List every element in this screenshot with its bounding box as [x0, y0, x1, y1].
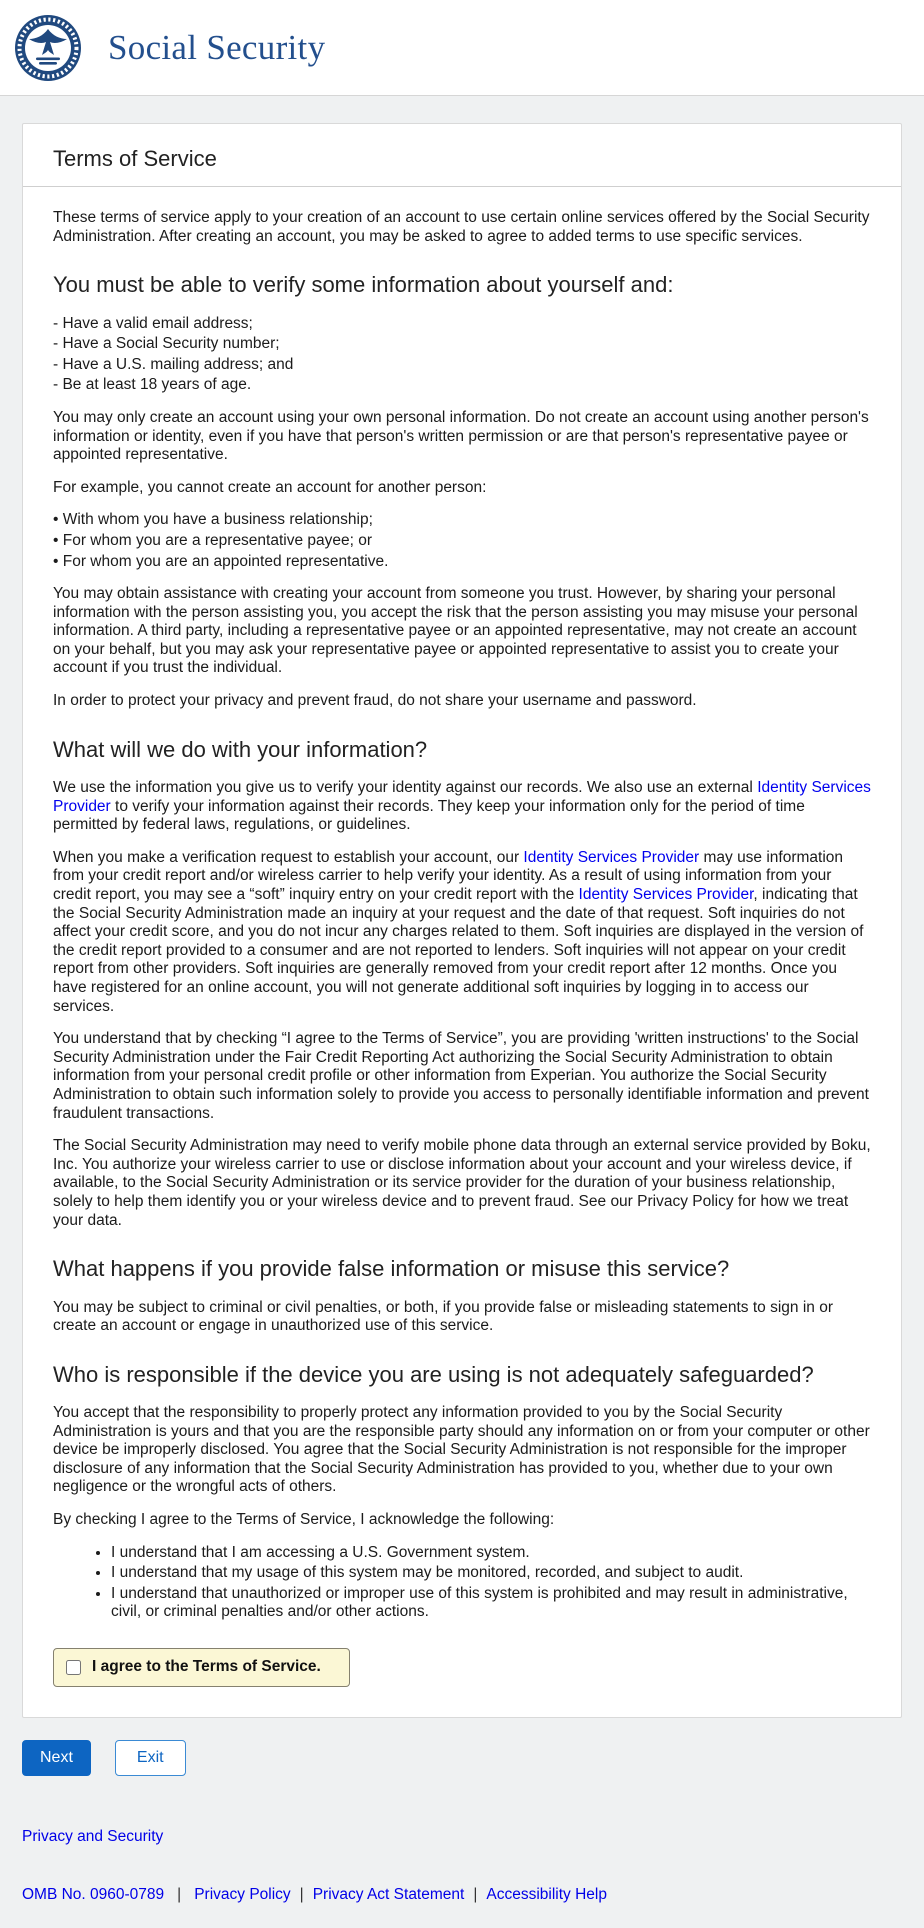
fair-credit-paragraph: You understand that by checking “I agree to the Terms of Service”, you are providing 'written instructions' to the Social Security Administration under the Fair Credit Reporting Act authorizing the Social Security Administration to obtain information from your personal credit profile or other information from Experian. You authorize the Social Security Administration to obtain such information solely to provide you access to personally identifiable information and prevent fraudulent transactions. [53, 1030, 869, 1122]
card-title-row [23, 124, 901, 187]
requirement-item: - Have a U.S. mailing address; and [53, 355, 294, 373]
assistance-paragraph: You may obtain assistance with creating your account from someone you trust. However, by sharing your personal information with the person assisting you, you accept the risk that the person assisting you may misuse your personal information. A third party, including a representative payee or an appointed representative, may not create an account on your behalf, but you may ask your representative payee or appointed representative to assist you to create your account if you trust the individual. [53, 585, 858, 677]
agree-label: I agree to the Terms of Service. [92, 1658, 321, 1676]
requirement-item: - Be at least 18 years of age. [53, 376, 252, 394]
footer [22, 1828, 902, 1928]
identity-services-provider-link[interactable]: Identity Services Provider [53, 779, 871, 815]
requirement-item: - Have a valid email address; [53, 314, 253, 332]
agree-checkbox[interactable] [66, 1660, 81, 1675]
omb-number-link[interactable]: OMB No. 0960-0789 [22, 1885, 165, 1903]
requirements-list [53, 315, 871, 395]
intro-paragraph: These terms of service apply to your creation of an account to use certain online services offered by the Social Security Administration. After creating an account, you may be asked to agree to added terms to use specific services. [53, 209, 870, 245]
action-buttons [22, 1740, 902, 1776]
paragraph-text: When you make a verification request to establish your account, our [53, 848, 524, 866]
wireless-carrier-paragraph: The Social Security Administration may need to verify mobile phone data through an external service provided by Boku, Inc. You authorize your wireless carrier to use or disclose information about your account and your wireless device, if available, to the Social Security Administration or its service provider for the duration of your business relationship, solely to help them identify you or your wireless device and to prevent fraud. See our Privacy Policy for how we treat your data. [53, 1137, 871, 1229]
acknowledge-list [53, 1544, 871, 1622]
info-use-paragraph-1 [53, 779, 871, 835]
terms-card [22, 123, 902, 1718]
separator: | [473, 1885, 478, 1903]
false-info-heading: What happens if you provide false information or misuse this service? [53, 1256, 730, 1282]
header [0, 0, 924, 96]
example-bullet-list [53, 511, 871, 571]
separator: | [177, 1885, 182, 1903]
accessibility-help-link[interactable]: Accessibility Help [486, 1885, 607, 1903]
page-title: Terms of Service [53, 146, 217, 171]
card-body [23, 187, 901, 1717]
example-intro-paragraph: For example, you cannot create an account for another person: [53, 478, 487, 496]
false-info-paragraph: You may be subject to criminal or civil penalties, or both, if you provide false or misleading statements to sign in or create an account or engage in unauthorized use of this service. [53, 1298, 833, 1335]
paragraph-text: We use the information you give us to verify your identity against our records. We also use an external [53, 779, 758, 797]
footer-links-row [22, 1886, 902, 1904]
separator: | [299, 1885, 304, 1903]
example-bullet-item: • With whom you have a business relationship; [53, 511, 373, 529]
paragraph-text: to verify your information against their records. They keep your information only for the period of time permitted by federal laws, regulations, or guidelines. [53, 797, 805, 834]
info-use-heading: What will we do with your information? [53, 736, 428, 762]
privacy-warning-paragraph: In order to protect your privacy and prevent fraud, do not share your username and password. [53, 692, 697, 710]
acknowledge-item: • I understand that my usage of this system may be monitored, recorded, and subject to audit. [111, 1564, 871, 1583]
verify-heading: You must be able to verify some information about yourself and: [53, 272, 674, 298]
example-bullet-item: • For whom you are a representative payee; or [53, 531, 373, 549]
brand-title: Social Security [108, 27, 326, 67]
own-info-paragraph: You may only create an account using your own personal information. Do not create an account using another person's information or identity, even if you have that person's written permission or are that person's representative payee or appointed representative. [53, 408, 869, 464]
exit-button[interactable]: Exit [115, 1740, 186, 1776]
acknowledge-intro-paragraph: By checking I agree to the Terms of Service, I acknowledge the following: [53, 1511, 555, 1529]
acknowledge-item: • I understand that I am accessing a U.S. Government system. [111, 1544, 871, 1563]
agree-box[interactable] [53, 1648, 350, 1687]
privacy-and-security-link[interactable]: Privacy and Security [22, 1827, 164, 1845]
next-button[interactable]: Next [22, 1740, 91, 1776]
ssa-seal-logo [14, 14, 82, 82]
identity-services-provider-link[interactable]: Identity Services Provider [523, 848, 700, 866]
paragraph-text: , indicating that the Social Security Administration made an inquiry at your request and the date of that request. Soft inquiries do not affect your credit score, and you do not incur any charges related to them. Soft inquiries are displayed in the version of the credit report provided to a consumer and are not reported to lenders. Soft inquiries will not appear on your credit report from other providers. Soft inquiries are generally removed from your credit report after 12 months. Once you have registered for an online account, you will not generate additional soft inquiries by logging in to access our services. [53, 886, 864, 1015]
privacy-act-statement-link[interactable]: Privacy Act Statement [312, 1885, 465, 1903]
example-bullet-item: • For whom you are an appointed representative. [53, 552, 389, 570]
paragraph-text: may use information from your credit report and/or wireless carrier to help verify your identity. As a result of using information from your credit report, you may see a “soft” inquiry entry on your credit report with the [53, 848, 844, 904]
acknowledge-item: • I understand that unauthorized or improper use of this system is prohibited and may result in administrative, civil, or criminal penalties and/or other actions. [111, 1585, 871, 1622]
device-paragraph: You accept that the responsibility to properly protect any information provided to you by the Social Security Administration is yours and that you are the responsible party should any information on or from your computer or other device be improperly disclosed. You agree that the Social Security Administration is not responsible for the improper disclosure of any information that the Social Security Administration has provided to you, whether due to your own negligence or the wrongful acts of others. [53, 1404, 870, 1496]
privacy-policy-link[interactable]: Privacy Policy [194, 1885, 291, 1903]
device-heading: Who is responsible if the device you are using is not adequately safeguarded? [53, 1361, 814, 1387]
info-use-paragraph-2 [53, 849, 871, 1016]
requirement-item: - Have a Social Security number; [53, 335, 280, 353]
identity-services-provider-link[interactable]: Identity Services Provider [578, 886, 754, 904]
